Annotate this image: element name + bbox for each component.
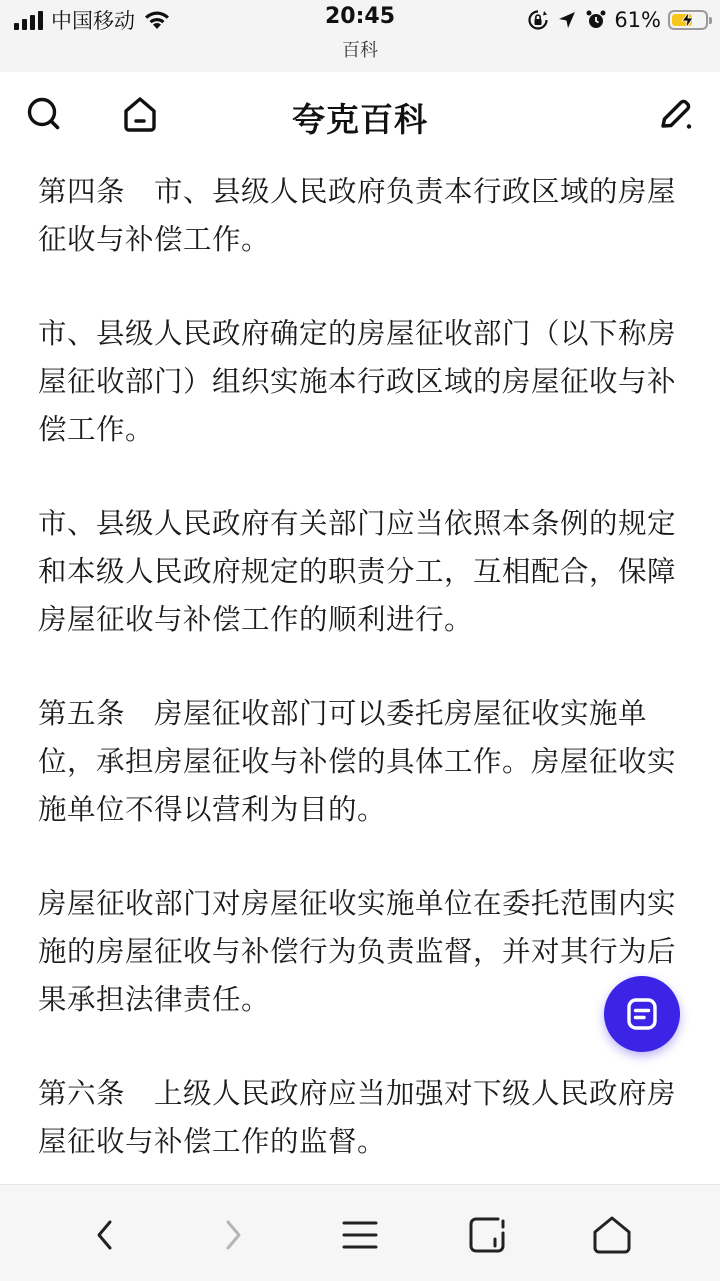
alarm-icon bbox=[585, 9, 607, 31]
bottom-toolbar bbox=[0, 1184, 720, 1281]
forward-icon bbox=[206, 1209, 258, 1261]
edit-icon bbox=[654, 92, 698, 136]
menu-icon bbox=[334, 1209, 386, 1261]
forward-button[interactable] bbox=[206, 1209, 258, 1261]
notes-fab-button[interactable] bbox=[604, 976, 680, 1052]
article-content bbox=[38, 168, 682, 1184]
status-right bbox=[527, 6, 708, 34]
article-paragraph: 第五条 房屋征收部门可以委托房屋征收实施单位，承担房屋征收与补偿的具体工作。房屋征收实施单位不得以营利为目的。 bbox=[38, 697, 677, 826]
tabs-icon bbox=[462, 1209, 514, 1261]
location-arrow-icon bbox=[556, 9, 578, 31]
battery-percent: 61% bbox=[614, 8, 661, 32]
battery-icon bbox=[668, 10, 708, 30]
article-paragraph: 房屋征收部门对房屋征收实施单位在委托范围内实施的房屋征收与补偿行为负责监督，并对其行为后果承担法律责任。 bbox=[38, 887, 677, 1016]
article-paragraph: 市、县级人民政府确定的房屋征收部门（以下称房屋征收部门）组织实施本行政区域的房屋征收与补偿工作。 bbox=[38, 317, 677, 446]
home-icon bbox=[586, 1209, 638, 1261]
article-paragraph: 第六条 上级人民政府应当加强对下级人民政府房屋征收与补偿工作的监督。 bbox=[38, 1077, 677, 1158]
article-paragraph: 市、县级人民政府有关部门应当依照本条例的规定和本级人民政府规定的职责分工，互相配合，保障房屋征收与补偿工作的顺利进行。 bbox=[38, 507, 677, 636]
tabs-button[interactable] bbox=[462, 1209, 514, 1261]
app-header bbox=[0, 72, 720, 160]
article-paragraph: 第四条 市、县级人民政府负责本行政区域的房屋征收与补偿工作。 bbox=[38, 175, 677, 256]
back-icon bbox=[80, 1209, 132, 1261]
carrier-name: 中国移动 bbox=[51, 9, 135, 33]
notes-icon bbox=[622, 994, 662, 1034]
charging-bolt-icon bbox=[680, 12, 696, 28]
home-nav-button[interactable] bbox=[586, 1209, 638, 1261]
back-button[interactable] bbox=[80, 1209, 132, 1261]
status-subtitle: 百科 bbox=[342, 40, 378, 61]
edit-button[interactable] bbox=[654, 92, 698, 136]
page-title: 夸克百科 bbox=[292, 100, 428, 139]
status-bar bbox=[0, 0, 720, 72]
rotation-lock-icon bbox=[527, 9, 549, 31]
menu-button[interactable] bbox=[334, 1209, 386, 1261]
status-time: 20:45 bbox=[324, 4, 396, 29]
